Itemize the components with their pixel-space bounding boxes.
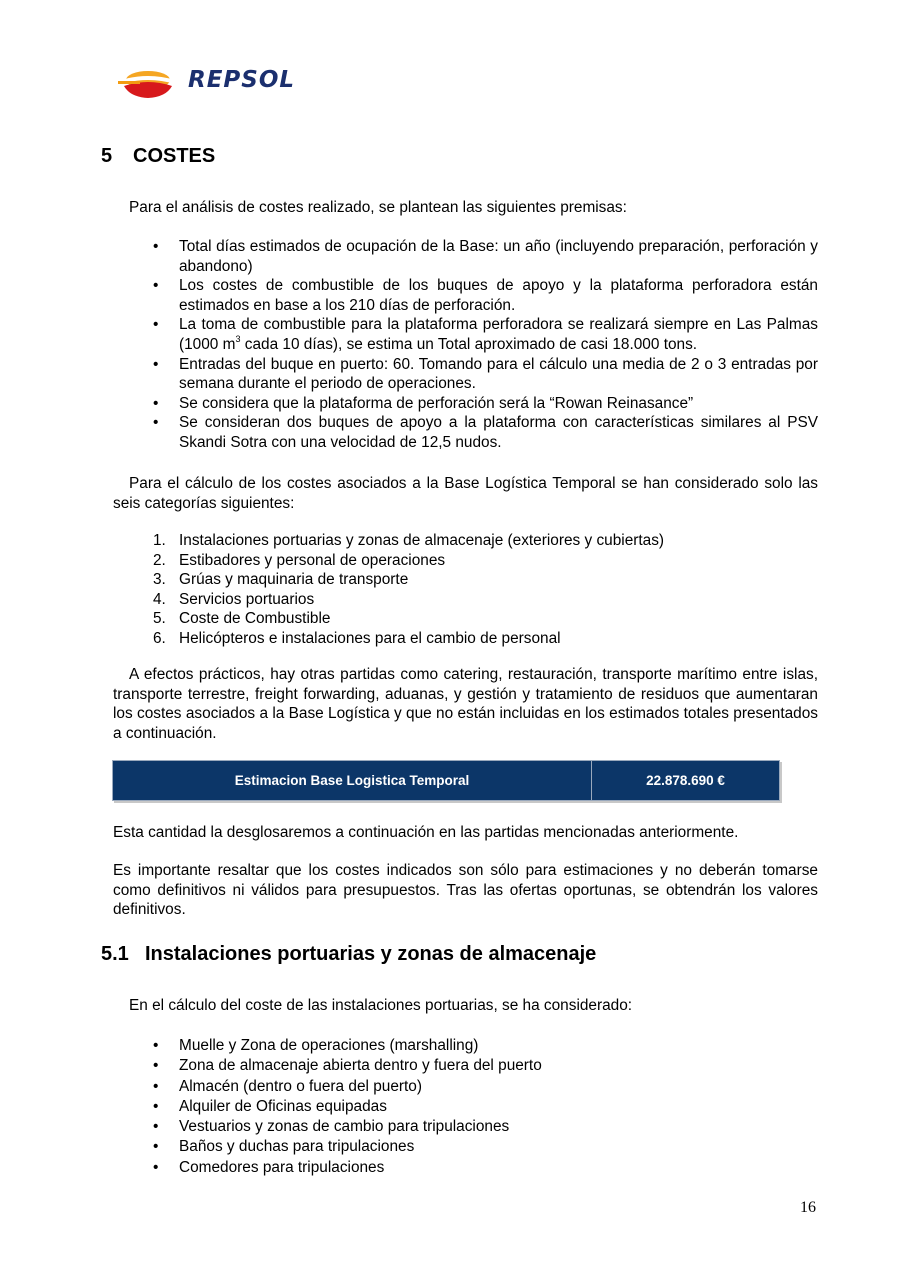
estimate-value: 22.878.690 € — [592, 761, 780, 801]
superscript: 3 — [235, 333, 241, 344]
list-item: • Se consideran dos buques de apoyo a la plataforma con características similares al PSV Skandi Sotra con una velocidad de 12,5 nudos. — [113, 413, 818, 452]
list-item: • Zona de almacenaje abierta dentro y fuera del puerto — [113, 1056, 818, 1076]
logo-wordmark: REPSOL — [188, 67, 296, 93]
breakdown-note: Esta cantidad la desglosaremos a continuación en las partidas mencionadas anteriormente. — [113, 824, 739, 841]
item-label: Instalaciones portuarias y zonas de almacenaje (exteriores y cubiertas) — [179, 532, 665, 549]
list-item: • Baños y duchas para tripulaciones — [113, 1137, 818, 1157]
item-number: 6. — [153, 629, 166, 647]
item-number: 4. — [153, 590, 166, 608]
list-item: • Se considera que la plataforma de perforación será la “Rowan Reinasance” — [113, 394, 818, 414]
section-intro: Para el análisis de costes realizado, se plantean las siguientes premisas: — [129, 199, 627, 216]
section-title: COSTES — [133, 145, 216, 167]
section-heading — [101, 144, 215, 168]
list-item: • Vestuarios y zonas de cambio para tripulaciones — [113, 1117, 818, 1137]
list-item: • Almacén (dentro o fuera del puerto) — [113, 1077, 818, 1097]
practical-note: A efectos prácticos, hay otras partidas como catering, restauración, transporte marítimo entre islas, transporte terrestre, freight forwarding, aduanas, y gestión y tratamiento de residuos que aumentaran los costes asociados a la Base Logística y que no están incluidas en los estimados totales presentados a continuación. — [113, 666, 818, 742]
list-item — [113, 609, 818, 629]
subsection-number: 5.1 — [101, 943, 129, 965]
list-item: • Muelle y Zona de operaciones (marshalling) — [113, 1036, 818, 1056]
list-item: • Los costes de combustible de los buques de apoyo y la plataforma perforadora están estimados en base a los 210 días de perforación. — [113, 276, 818, 315]
item-number: 2. — [153, 551, 166, 569]
premise-text: La toma de combustible para la plataforma perforadora se realizará siempre en Las Palmas (1000 m — [179, 316, 818, 353]
repsol-logo — [118, 64, 318, 104]
facilities-list — [113, 1036, 818, 1178]
item-label: Servicios portuarios — [179, 590, 315, 608]
list-item — [113, 590, 818, 610]
item-label: Helicópteros e instalaciones para el cambio de personal — [179, 629, 561, 647]
premises-list — [113, 237, 818, 453]
categories-list — [113, 531, 818, 649]
list-item — [113, 570, 818, 590]
list-item: • Total días estimados de ocupación de la Base: un año (incluyendo preparación, perforación y abandono) — [113, 237, 818, 276]
page-number: 16 — [800, 1199, 816, 1216]
list-item: • Comedores para tripulaciones — [113, 1158, 818, 1178]
item-label: Estibadores y personal de operaciones — [179, 551, 446, 569]
list-item — [113, 315, 818, 354]
item-number: 1. — [153, 532, 166, 549]
repsol-flame-icon — [118, 64, 188, 104]
item-label: Grúas y maquinaria de transporte — [179, 571, 409, 589]
estimate-table — [112, 760, 780, 801]
premise-text: cada 10 días), se estima un Total aproximado de casi 18.000 tons. — [240, 335, 698, 353]
table-row — [113, 761, 780, 801]
categories-intro: Para el cálculo de los costes asociados a la Base Logística Temporal se han considerado solo las seis categorías siguientes: — [113, 475, 818, 512]
subsection-title: Instalaciones portuarias y zonas de almacenaje — [145, 943, 597, 965]
list-item: • Alquiler de Oficinas equipadas — [113, 1097, 818, 1117]
list-item — [113, 629, 818, 649]
item-number: 3. — [153, 571, 166, 589]
item-label: Coste de Combustible — [179, 610, 331, 628]
disclaimer: Es importante resaltar que los costes indicados son sólo para estimaciones y no deberán tomarse como definitivos ni válidos para presupuestos. Tras las ofertas oportunas, se obtendrán los valores definitivos. — [113, 862, 818, 919]
list-item — [113, 531, 818, 551]
list-item: • Entradas del buque en puerto: 60. Tomando para el cálculo una media de 2 o 3 entradas por semana durante el periodo de operaciones. — [113, 355, 818, 394]
subsection-heading — [101, 942, 596, 966]
list-item — [113, 551, 818, 571]
subsection-intro: En el cálculo del coste de las instalaciones portuarias, se ha considerado: — [129, 997, 633, 1014]
estimate-label: Estimacion Base Logistica Temporal — [113, 761, 592, 801]
item-number: 5. — [153, 610, 166, 628]
section-number: 5 — [101, 145, 113, 167]
